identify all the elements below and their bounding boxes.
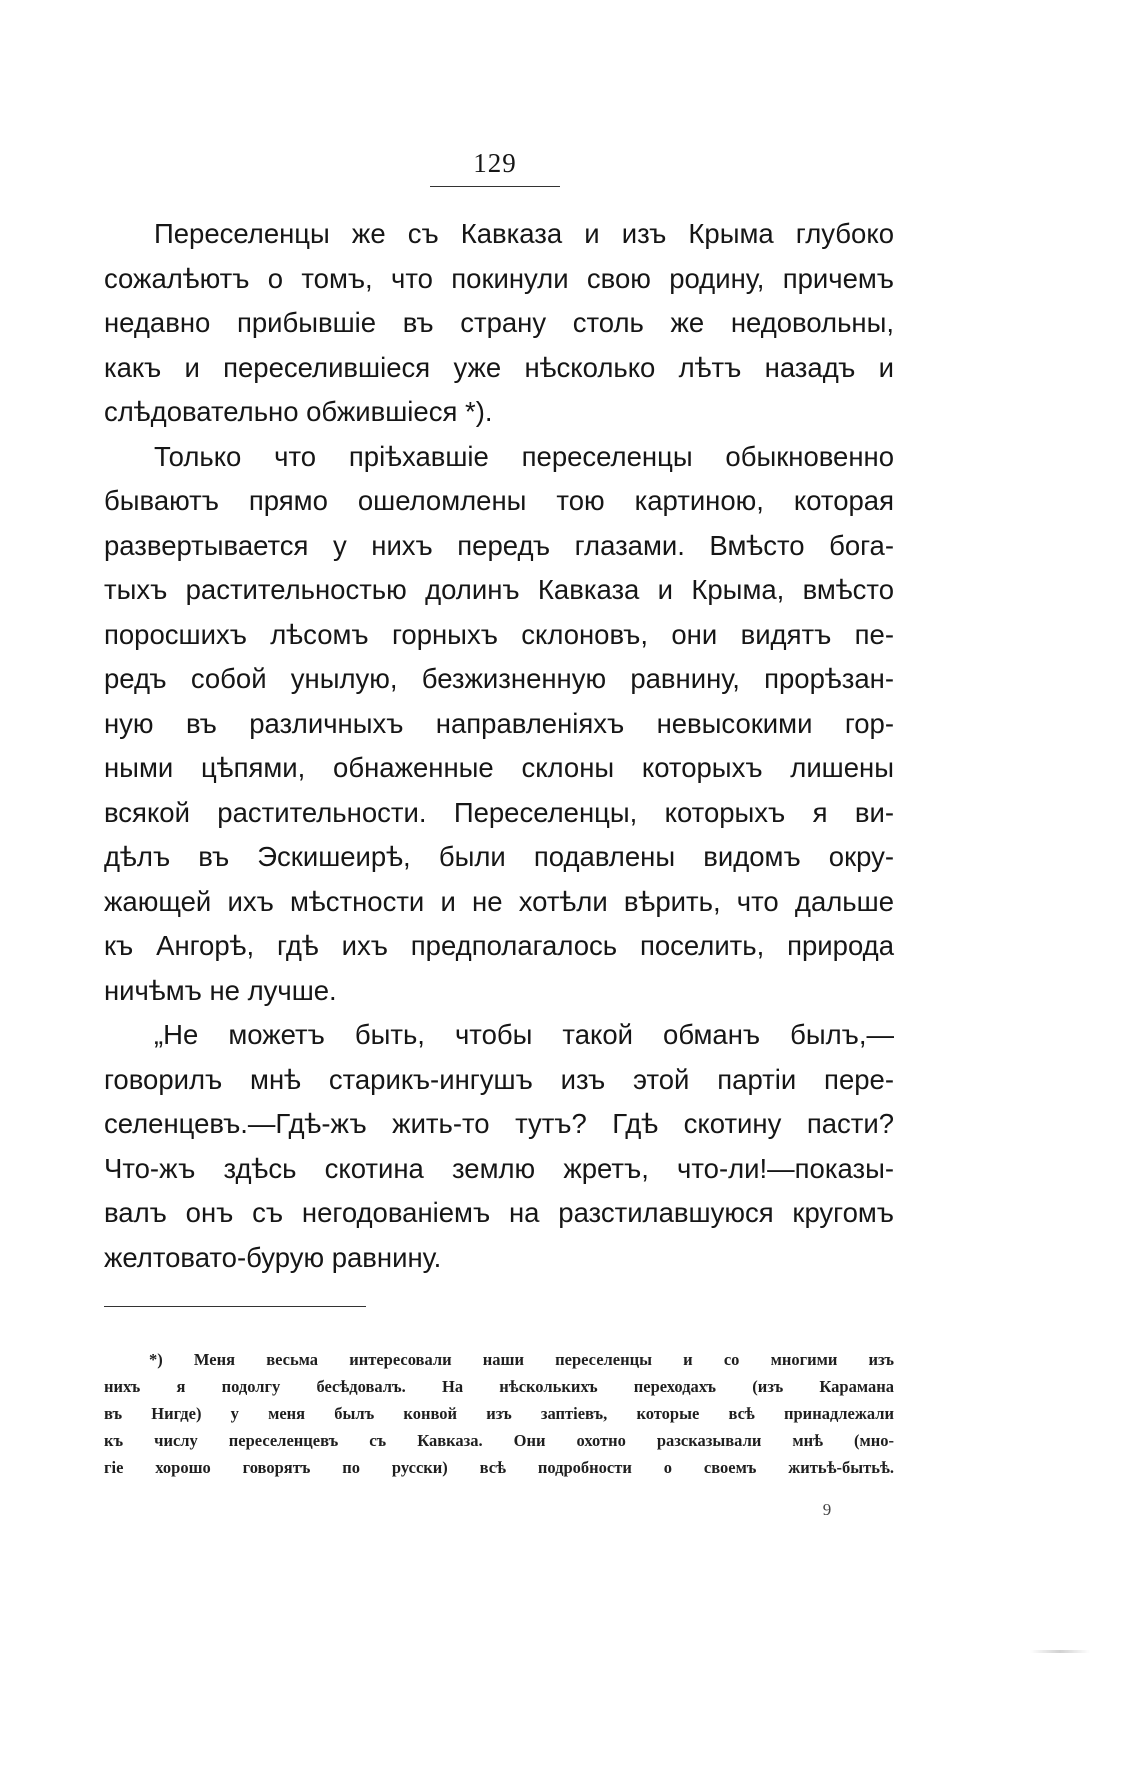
footnote-line: нихъ я подолгу бесѣдовалъ. На нѣсколькихъ переходахъ (изъ Карамана — [104, 1377, 894, 1396]
footnote-line: къ числу переселенцевъ съ Кавказа. Они охотно разсказывали мнѣ (мно- — [104, 1431, 894, 1450]
page-number-rule — [430, 186, 560, 187]
text-line: дѣлъ въ Эскишеирѣ, были подавлены видомъ окру- — [104, 841, 894, 872]
text-line: редъ собой унылую, безжизненную равнину, прорѣзан- — [104, 663, 894, 694]
text-line: тыхъ растительностью долинъ Кавказа и Крыма, вмѣсто — [104, 574, 894, 605]
text-line: ничѣмъ не лучше. — [104, 974, 337, 1006]
text-line: Только что пріѣхавшіе переселенцы обыкновенно — [154, 440, 894, 472]
text-line: жающей ихъ мѣстности и не хотѣли вѣрить, что дальше — [104, 885, 894, 917]
paragraph-3 — [104, 1013, 894, 1280]
page-edge-mark — [1030, 1650, 1090, 1653]
main-text — [104, 212, 894, 1280]
text-line: валъ онъ съ негодованіемъ на разстилавшуюся кругомъ — [104, 1197, 894, 1228]
text-line: развертывается у нихъ передъ глазами. Вмѣсто бога- — [104, 529, 894, 561]
text-line: недавно прибывшіе въ страну столь же недовольны, — [104, 307, 894, 338]
text-line: говорилъ мнѣ старикъ-ингушъ изъ этой партіи пере- — [104, 1063, 894, 1095]
text-line: ную въ различныхъ направленіяхъ невысокими гор- — [104, 707, 894, 739]
footnote-line: въ Нигде) у меня былъ конвой изъ заптіевъ, которые всѣ принадлежали — [104, 1404, 894, 1423]
paragraph-2 — [104, 435, 894, 1014]
text-line: Что-жъ здѣсь скотина землю жретъ, что-ли!—показы- — [104, 1152, 894, 1184]
footnote — [104, 1346, 894, 1481]
footnote-rule — [104, 1306, 366, 1307]
footnote-line: *) Меня весьма интересовали наши переселенцы и со многими изъ — [149, 1350, 894, 1369]
paragraph-1 — [104, 212, 894, 435]
text-line: Переселенцы же съ Кавказа и изъ Крыма глубоко — [154, 218, 894, 249]
text-line: слѣдовательно обжившіеся *). — [104, 396, 493, 427]
text-line: къ Ангорѣ, гдѣ ихъ предполагалось поселить, природа — [104, 930, 894, 961]
text-line: желтовато-бурую равнину. — [104, 1241, 442, 1273]
signature-mark: 9 — [822, 1500, 832, 1519]
text-line: сожалѣютъ о томъ, что покинули свою родину, причемъ — [104, 262, 894, 294]
text-line: всякой растительности. Переселенцы, которыхъ я ви- — [104, 796, 894, 828]
footnote-line: гіе хорошо говорятъ по русски) всѣ подробности о своемъ житьѣ-бытьѣ. — [104, 1458, 894, 1477]
text-line: селенцевъ.—Гдѣ-жъ жить-то тутъ? Гдѣ скотину пасти? — [104, 1108, 894, 1139]
text-line: бываютъ прямо ошеломлены тою картиною, которая — [104, 485, 894, 516]
text-line: поросшихъ лѣсомъ горныхъ склоновъ, они видятъ пе- — [104, 618, 894, 650]
text-line: какъ и переселившіеся уже нѣсколько лѣтъ назадъ и — [104, 351, 894, 383]
text-line: „Не можетъ быть, чтобы такой обманъ былъ,— — [154, 1019, 894, 1050]
page-number: 129 — [473, 148, 517, 178]
text-line: ными цѣпями, обнаженные склоны которыхъ лишены — [104, 752, 894, 783]
